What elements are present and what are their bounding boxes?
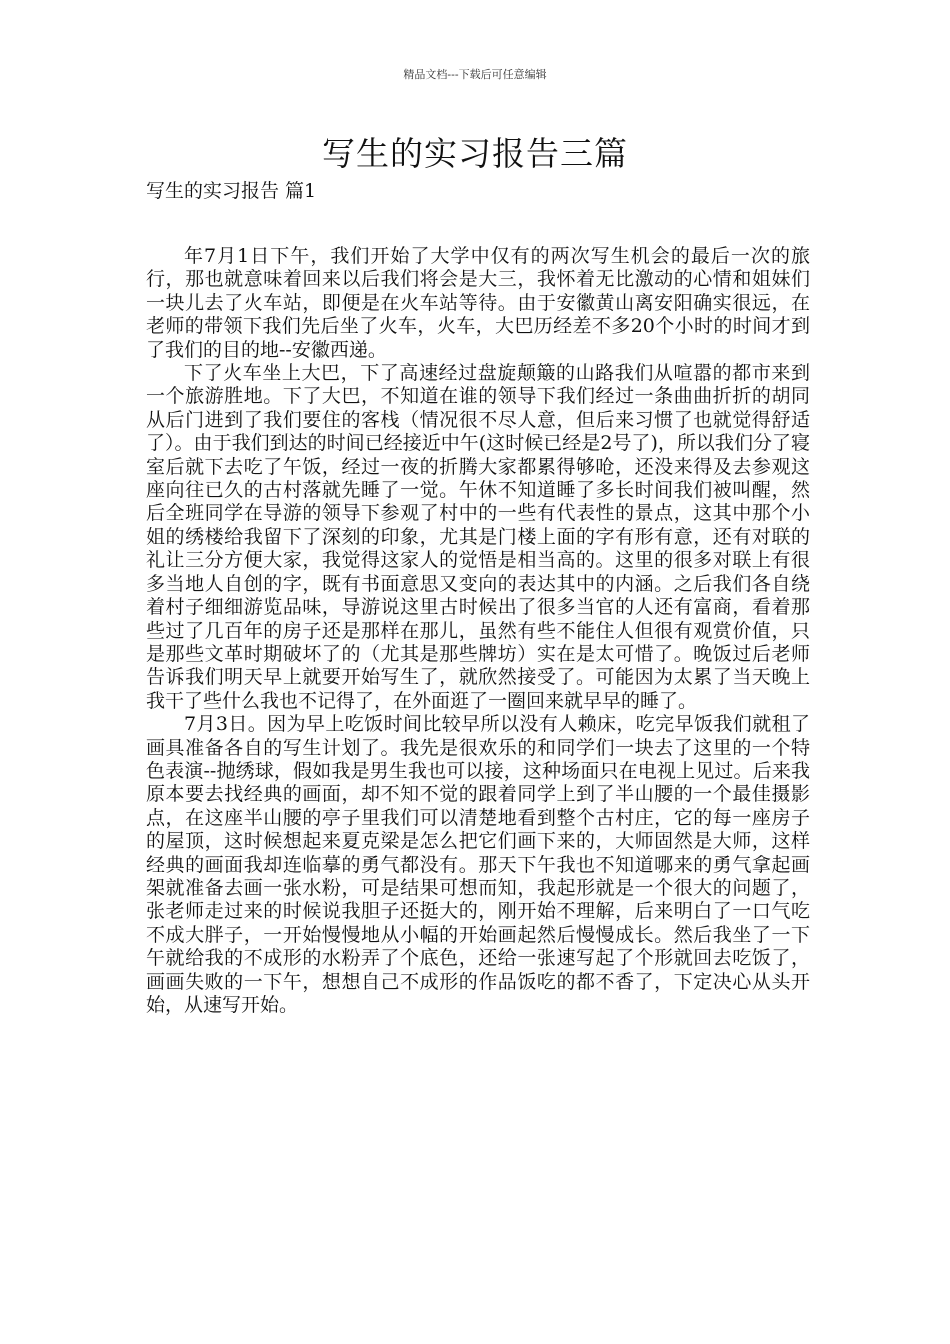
paragraph: 下了火车坐上大巴，下了高速经过盘旋颠簸的山路我们从喧嚣的都市来到一个旅游胜地。下了大巴，不知道在谁的领导下我们经过一条曲曲折折的胡同从后门进到了我们要住的客栈（情况很不尽人意，但后来习惯了也就觉得舒适了）。由于我们到达的时间已经接近中午(这时候已经是2号了)，所以我们分了寝室后就下去吃了午饭，经过一夜的折腾大家都累得够呛，还没来得及去参观这座向往已久的古村落就先睡了一觉。午休不知道睡了多长时间我们被叫醒，然后全班同学在导游的领导下参观了村中的一些有代表性的景点，这其中那个小姐的绣楼给我留下了深刻的印象，尤其是门楼上面的字有形有意，还有对联的礼让三分方便大家，我觉得这家人的觉悟是相当高的。这里的很多对联上有很多当地人自创的字，既有书面意思又变向的表达其中的内涵。之后我们各自绕着村子细细游览品味，导游说这里古时候出了很多当官的人还有富商，看着那些过了几百年的房子还是那样在那儿，虽然有些不能住人但很有观赏价值，只是那些文革时期破坏了的（尤其是那些牌坊）实在是太可惜了。晚饭过后老师告诉我们明天早上就要开始写生了，就欣然接受了。可能因为太累了当天晚上我干了些什么我也不记得了，在外面逛了一圈回来就早早的睡了。	[146, 362, 810, 712]
header-note: 精品文档---下载后可任意编辑	[403, 68, 547, 81]
paragraph: 年7月1日下午，我们开始了大学中仅有的两次写生机会的最后一次的旅行，那也就意味着回来以后我们将会是大三，我怀着无比激动的心情和姐妹们一块儿去了火车站，即便是在火车站等待。由于安徽黄山离安阳确实很远，在老师的带领下我们先后坐了火车，火车，大巴历经差不多20个小时的时间才到了我们的目的地--安徽西递。	[146, 245, 810, 361]
body-text	[146, 245, 810, 1017]
paragraph: 7月3日。因为早上吃饭时间比较早所以没有人赖床，吃完早饭我们就租了画具准备各自的写生计划了。我先是很欢乐的和同学们一块去了这里的一个特色表演--抛绣球，假如我是男生我也可以接，这种场面只在电视上见过。后来我原本要去找经典的画面，却不知不觉的跟着同学上到了半山腰的一个最佳摄影点，在这座半山腰的亭子里我们可以清楚地看到整个古村庄，它的每一座房子的屋顶，这时候想起来夏克梁是怎么把它们画下来的，大师固然是大师，这样经典的画面我却连临摹的勇气都没有。那天下午我也不知道哪来的勇气拿起画架就准备去画一张水粉，可是结果可想而知，我起形就是一个很大的问题了，张老师走过来的时候说我胆子还挺大的，刚开始不理解，后来明白了一口气吃不成大胖子，一开始慢慢地从小幅的开始画起然后慢慢成长。然后我坐了一下午就给我的不成形的水粉弄了个底色，还给一张速写起了个形就回去吃饭了，画画失败的一下午，想想自己不成形的作品饭吃的都不香了，下定决心从头开始，从速写开始。	[146, 713, 810, 1016]
document-title: 写生的实习报告三篇	[322, 134, 628, 173]
section-heading: 写生的实习报告 篇1	[146, 180, 317, 202]
